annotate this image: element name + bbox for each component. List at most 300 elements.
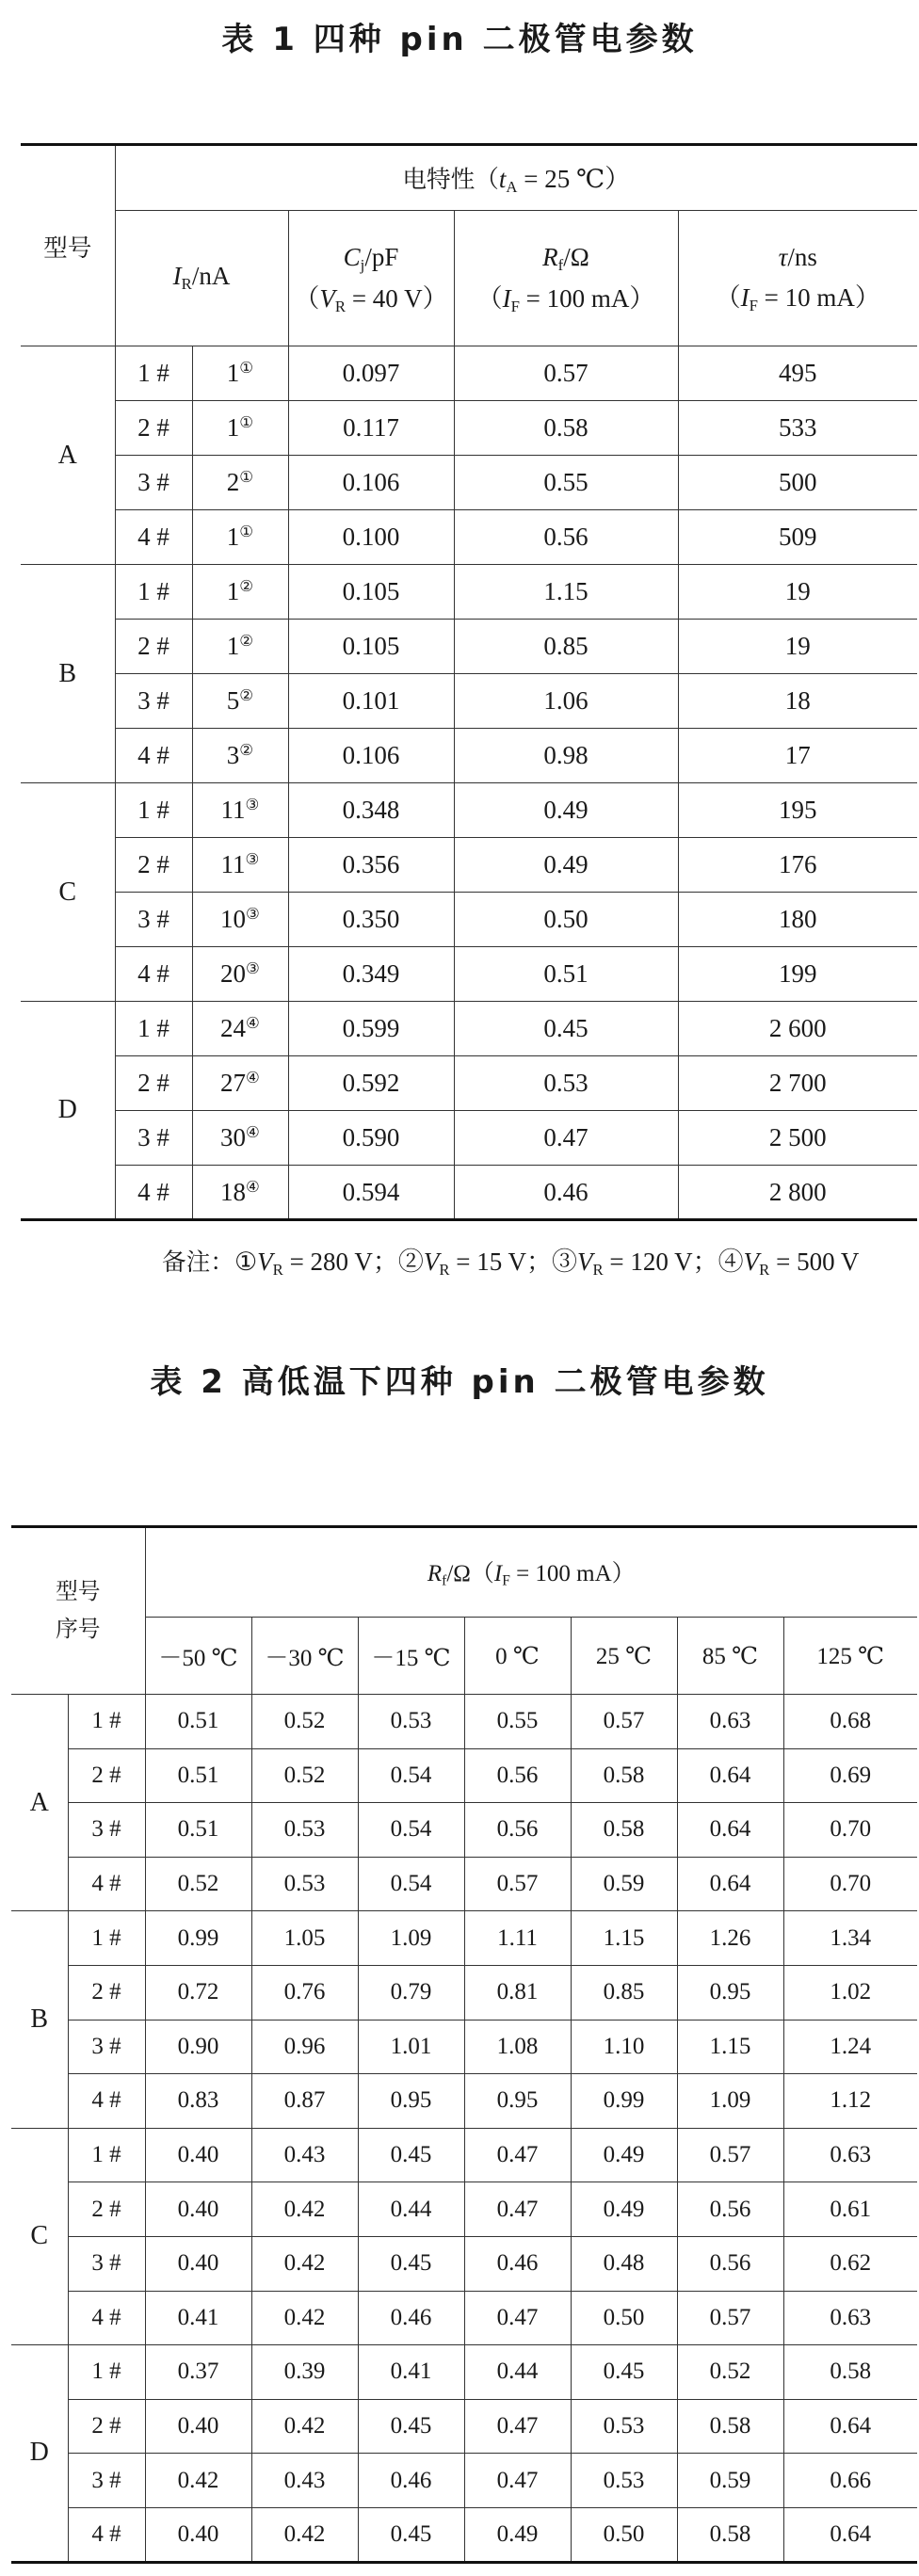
serial-number: 1 # xyxy=(115,1002,192,1056)
tau-value: 17 xyxy=(678,729,917,783)
rf-value: 0.51 xyxy=(145,1748,251,1803)
ir-footnote-mark: ① xyxy=(239,523,254,541)
ir-number: 1 xyxy=(226,359,240,388)
rf-value: 0.95 xyxy=(677,1965,783,2020)
tau-value: 509 xyxy=(678,510,917,565)
cj-value: 0.350 xyxy=(288,893,454,947)
rf-value: 0.53 xyxy=(358,1695,464,1749)
rf-value: 0.58 xyxy=(783,2345,917,2400)
rf-value: 0.49 xyxy=(464,2507,571,2562)
rf-value: 1.12 xyxy=(783,2074,917,2129)
serial-number: 1 # xyxy=(68,1911,145,1966)
table1-note: 备注：$①V_R = 280$ V；$②V_R = 15$ V；$③V_R = 120$ V；$④V_R = 500$ V xyxy=(162,1248,860,1280)
rf-value: 0.46 xyxy=(464,2236,571,2291)
ir-number: 2 xyxy=(226,468,240,497)
table-row xyxy=(11,2345,917,2400)
ir-footnote-mark: ④ xyxy=(245,1123,260,1142)
table-row xyxy=(21,1166,917,1220)
rf-value: 0.64 xyxy=(783,2399,917,2454)
rf-value: 0.56 xyxy=(454,510,678,565)
rf-value: 0.42 xyxy=(251,2182,358,2237)
rf-value: 0.53 xyxy=(251,1857,358,1911)
rf-value: 1.08 xyxy=(464,2020,571,2074)
ir-footnote-mark: ② xyxy=(239,686,254,705)
serial-number: 1 # xyxy=(115,565,192,620)
ir-number: 1 xyxy=(226,632,240,661)
rf-value: 0.58 xyxy=(571,1803,677,1858)
rf-value: 0.46 xyxy=(454,1166,678,1220)
serial-number: 1 # xyxy=(68,2345,145,2400)
rf-value: 0.45 xyxy=(358,2128,464,2182)
ir-number: 5 xyxy=(226,686,240,716)
ir-number: 1 xyxy=(226,523,240,552)
table-row xyxy=(11,1803,917,1858)
tau-value: 195 xyxy=(678,783,917,838)
serial-number: 4 # xyxy=(68,2507,145,2562)
table-row xyxy=(21,565,917,620)
cj-value: 0.097 xyxy=(288,346,454,401)
serial-number: 2 # xyxy=(115,838,192,893)
rf-value: 0.50 xyxy=(571,2291,677,2345)
rf-value: 0.45 xyxy=(571,2345,677,2400)
t2-header-temp: 85 ℃ xyxy=(677,1618,783,1695)
rf-value: 0.41 xyxy=(358,2345,464,2400)
tau-value: 2 800 xyxy=(678,1166,917,1220)
rf-value: 0.51 xyxy=(454,947,678,1002)
table-row xyxy=(11,1857,917,1911)
ir-footnote-mark: ① xyxy=(239,413,254,432)
rf-value: 0.57 xyxy=(454,346,678,401)
tau-value: 500 xyxy=(678,456,917,510)
t2-header-group: $R_f/\Omega(I_F = 100$ mA） xyxy=(145,1527,917,1618)
ir-value xyxy=(192,1056,288,1111)
model-label: A xyxy=(11,1695,68,1911)
serial-number: 3 # xyxy=(115,674,192,729)
rf-value: 0.53 xyxy=(251,1803,358,1858)
serial-number: 2 # xyxy=(68,2182,145,2237)
rf-value: 0.99 xyxy=(145,1911,251,1966)
rf-value: 0.54 xyxy=(358,1803,464,1858)
ir-value xyxy=(192,1111,288,1166)
serial-number: 2 # xyxy=(115,1056,192,1111)
ir-value xyxy=(192,893,288,947)
table-row xyxy=(11,2454,917,2508)
tau-value: 180 xyxy=(678,893,917,947)
rf-value: 0.64 xyxy=(677,1748,783,1803)
model-label: D xyxy=(21,1002,115,1220)
tau-value: 19 xyxy=(678,565,917,620)
rf-value: 0.40 xyxy=(145,2399,251,2454)
ir-footnote-mark: ④ xyxy=(245,1069,260,1087)
rf-value: 0.42 xyxy=(251,2291,358,2345)
ir-footnote-mark: ③ xyxy=(245,905,260,924)
rf-value: 0.50 xyxy=(571,2507,677,2562)
t1-header-cj: $C_j/pF$ （$V_R = 40$ V） xyxy=(288,211,454,346)
rf-value: 0.85 xyxy=(571,1965,677,2020)
serial-number: 4 # xyxy=(115,1166,192,1220)
rf-value: 0.56 xyxy=(464,1748,571,1803)
rf-value: 0.46 xyxy=(358,2291,464,2345)
rf-value: 0.53 xyxy=(571,2454,677,2508)
table-row xyxy=(21,401,917,456)
table-row xyxy=(21,729,917,783)
tau-value: 495 xyxy=(678,346,917,401)
rf-value: 0.48 xyxy=(571,2236,677,2291)
ir-number: 27 xyxy=(219,1069,246,1098)
ir-footnote-mark: ② xyxy=(239,741,254,760)
table-row xyxy=(21,1056,917,1111)
ir-value xyxy=(192,947,288,1002)
rf-value: 1.15 xyxy=(571,1911,677,1966)
ir-number: 1 xyxy=(226,413,240,443)
rf-value: 0.41 xyxy=(145,2291,251,2345)
t1-header-ir: $I_R/nA$ xyxy=(115,211,288,346)
rf-value: 0.98 xyxy=(454,729,678,783)
t1-header-tau: τ/ns （$I_F = 10$ mA） xyxy=(678,211,917,346)
serial-number: 4 # xyxy=(68,1857,145,1911)
ir-number: 3 xyxy=(226,741,240,770)
rf-value: 0.59 xyxy=(571,1857,677,1911)
ir-value xyxy=(192,401,288,456)
model-label: C xyxy=(21,783,115,1002)
rf-value: 0.95 xyxy=(358,2074,464,2129)
rf-value: 0.69 xyxy=(783,1748,917,1803)
rf-value: 0.70 xyxy=(783,1857,917,1911)
rf-value: 0.43 xyxy=(251,2128,358,2182)
table-row xyxy=(11,1748,917,1803)
rf-value: 0.57 xyxy=(464,1857,571,1911)
rf-value: 0.51 xyxy=(145,1695,251,1749)
tau-value: 533 xyxy=(678,401,917,456)
serial-number: 3 # xyxy=(115,893,192,947)
rf-value: 0.63 xyxy=(783,2291,917,2345)
cj-value: 0.349 xyxy=(288,947,454,1002)
cj-value: 0.594 xyxy=(288,1166,454,1220)
tau-value: 199 xyxy=(678,947,917,1002)
rf-value: 0.58 xyxy=(677,2507,783,2562)
rf-value: 0.53 xyxy=(454,1056,678,1111)
ir-footnote-mark: ③ xyxy=(245,959,260,978)
tau-value: 2 600 xyxy=(678,1002,917,1056)
note-item-4: $④V_R = 500$ V xyxy=(717,1248,860,1280)
t2-header-temp: 125 ℃ xyxy=(783,1618,917,1695)
rf-value: 0.56 xyxy=(677,2236,783,2291)
rf-value: 0.58 xyxy=(571,1748,677,1803)
t1-header-group: 电特性（$t_A = 25$ ℃） xyxy=(115,145,917,211)
rf-value: 1.10 xyxy=(571,2020,677,2074)
rf-value: 0.47 xyxy=(454,1111,678,1166)
table1 xyxy=(21,143,917,1221)
rf-value: 0.40 xyxy=(145,2507,251,2562)
ir-footnote-mark: ④ xyxy=(245,1014,260,1033)
rf-value: 0.42 xyxy=(251,2399,358,2454)
ir-number: 11 xyxy=(220,796,246,825)
table-row xyxy=(21,456,917,510)
model-label: C xyxy=(11,2128,68,2344)
rf-value: 1.09 xyxy=(358,1911,464,1966)
rf-value: 0.47 xyxy=(464,2454,571,2508)
ir-number: 20 xyxy=(219,959,246,989)
rf-value: 1.24 xyxy=(783,2020,917,2074)
rf-value: 0.49 xyxy=(454,783,678,838)
cj-value: 0.117 xyxy=(288,401,454,456)
rf-value: 0.57 xyxy=(677,2128,783,2182)
rf-value: 0.49 xyxy=(454,838,678,893)
tau-value: 176 xyxy=(678,838,917,893)
table-row xyxy=(21,893,917,947)
rf-value: 1.34 xyxy=(783,1911,917,1966)
rf-value: 0.47 xyxy=(464,2399,571,2454)
rf-value: 0.39 xyxy=(251,2345,358,2400)
ir-value xyxy=(192,783,288,838)
ir-value xyxy=(192,838,288,893)
rf-value: 0.54 xyxy=(358,1857,464,1911)
rf-value: 0.95 xyxy=(464,2074,571,2129)
table-row xyxy=(21,620,917,674)
serial-number: 3 # xyxy=(68,2454,145,2508)
table-row xyxy=(11,2399,917,2454)
table-row xyxy=(21,1002,917,1056)
table-row xyxy=(21,346,917,401)
serial-number: 1 # xyxy=(115,346,192,401)
rf-value: 0.57 xyxy=(677,2291,783,2345)
t2-header-temp: －50 ℃ xyxy=(145,1618,251,1695)
t2-header-model: 型号 序号 xyxy=(11,1527,145,1695)
rf-value: 0.81 xyxy=(464,1965,571,2020)
serial-number: 4 # xyxy=(68,2291,145,2345)
rf-value: 0.45 xyxy=(454,1002,678,1056)
rf-value: 0.68 xyxy=(783,1695,917,1749)
ir-footnote-mark: ③ xyxy=(245,796,260,814)
serial-number: 2 # xyxy=(115,620,192,674)
table2 xyxy=(11,1525,917,2564)
rf-value: 0.57 xyxy=(571,1695,677,1749)
t2-header-temp: －30 ℃ xyxy=(251,1618,358,1695)
tau-value: 2 500 xyxy=(678,1111,917,1166)
rf-value: 0.52 xyxy=(677,2345,783,2400)
rf-value: 0.42 xyxy=(145,2454,251,2508)
rf-value: 0.47 xyxy=(464,2291,571,2345)
model-label: B xyxy=(21,565,115,783)
rf-value: 0.52 xyxy=(251,1695,358,1749)
rf-value: 0.63 xyxy=(783,2128,917,2182)
table-row xyxy=(21,1111,917,1166)
cj-value: 0.100 xyxy=(288,510,454,565)
model-label: D xyxy=(11,2345,68,2562)
table1-title: 表 1 四种 pin 二极管电参数 xyxy=(221,21,698,58)
rf-value: 0.64 xyxy=(677,1803,783,1858)
cj-value: 0.101 xyxy=(288,674,454,729)
table-row xyxy=(11,1911,917,1966)
table-row xyxy=(11,2507,917,2562)
t1-header-rf: $R_f/\Omega$ （$I_F = 100$ mA） xyxy=(454,211,678,346)
cj-value: 0.105 xyxy=(288,620,454,674)
rf-value: 0.87 xyxy=(251,2074,358,2129)
serial-number: 1 # xyxy=(115,783,192,838)
rf-value: 0.64 xyxy=(677,1857,783,1911)
ir-value xyxy=(192,346,288,401)
cj-value: 0.106 xyxy=(288,729,454,783)
rf-value: 0.42 xyxy=(251,2236,358,2291)
rf-value: 0.40 xyxy=(145,2182,251,2237)
table-row xyxy=(11,2020,917,2074)
ir-value xyxy=(192,510,288,565)
rf-value: 0.72 xyxy=(145,1965,251,2020)
serial-number: 2 # xyxy=(68,2399,145,2454)
table-row xyxy=(21,510,917,565)
ir-value xyxy=(192,1002,288,1056)
rf-value: 0.45 xyxy=(358,2507,464,2562)
ir-footnote-mark: ④ xyxy=(245,1177,260,1196)
ir-footnote-mark: ③ xyxy=(245,850,260,869)
model-label: A xyxy=(21,346,115,565)
rf-value: 0.46 xyxy=(358,2454,464,2508)
note-item-2: $②V_R = 15$ V； xyxy=(397,1248,552,1280)
serial-number: 4 # xyxy=(115,510,192,565)
ir-number: 30 xyxy=(219,1123,246,1152)
rf-value: 0.55 xyxy=(454,456,678,510)
serial-number: 3 # xyxy=(68,2236,145,2291)
serial-number: 3 # xyxy=(115,1111,192,1166)
rf-value: 1.06 xyxy=(454,674,678,729)
rf-value: 0.96 xyxy=(251,2020,358,2074)
rf-value: 0.40 xyxy=(145,2236,251,2291)
cj-value: 0.106 xyxy=(288,456,454,510)
rf-value: 0.58 xyxy=(454,401,678,456)
rf-value: 0.49 xyxy=(571,2182,677,2237)
serial-number: 3 # xyxy=(115,456,192,510)
ir-footnote-mark: ② xyxy=(239,632,254,651)
table-row xyxy=(11,2074,917,2129)
ir-footnote-mark: ① xyxy=(239,359,254,378)
rf-value: 0.52 xyxy=(145,1857,251,1911)
ir-number: 18 xyxy=(219,1178,246,1207)
table-row xyxy=(21,947,917,1002)
t2-header-temp: 0 ℃ xyxy=(464,1618,571,1695)
tau-value: 18 xyxy=(678,674,917,729)
table-row xyxy=(11,2182,917,2237)
ir-value xyxy=(192,674,288,729)
cj-value: 0.590 xyxy=(288,1111,454,1166)
rf-value: 0.54 xyxy=(358,1748,464,1803)
rf-value: 0.56 xyxy=(464,1803,571,1858)
ir-number: 1 xyxy=(226,577,240,606)
rf-value: 0.66 xyxy=(783,2454,917,2508)
serial-number: 1 # xyxy=(68,1695,145,1749)
table-row xyxy=(11,1965,917,2020)
cj-value: 0.356 xyxy=(288,838,454,893)
serial-number: 2 # xyxy=(68,1748,145,1803)
rf-value: 0.64 xyxy=(783,2507,917,2562)
rf-value: 1.26 xyxy=(677,1911,783,1966)
cj-value: 0.105 xyxy=(288,565,454,620)
t2-header-temp: 25 ℃ xyxy=(571,1618,677,1695)
rf-value: 0.47 xyxy=(464,2182,571,2237)
rf-value: 0.43 xyxy=(251,2454,358,2508)
rf-value: 1.02 xyxy=(783,1965,917,2020)
tau-value: 2 700 xyxy=(678,1056,917,1111)
rf-value: 1.11 xyxy=(464,1911,571,1966)
serial-number: 1 # xyxy=(68,2128,145,2182)
rf-value: 0.90 xyxy=(145,2020,251,2074)
rf-value: 0.55 xyxy=(464,1695,571,1749)
ir-number: 11 xyxy=(220,850,246,879)
rf-value: 0.99 xyxy=(571,2074,677,2129)
ir-number: 24 xyxy=(219,1014,246,1043)
rf-value: 0.56 xyxy=(677,2182,783,2237)
rf-value: 0.70 xyxy=(783,1803,917,1858)
rf-value: 0.85 xyxy=(454,620,678,674)
serial-number: 2 # xyxy=(68,1965,145,2020)
rf-value: 0.45 xyxy=(358,2399,464,2454)
rf-value: 0.50 xyxy=(454,893,678,947)
note-item-1: $①V_R = 280$ V； xyxy=(234,1248,398,1280)
rf-value: 0.47 xyxy=(464,2128,571,2182)
rf-value: 0.63 xyxy=(677,1695,783,1749)
rf-value: 0.79 xyxy=(358,1965,464,2020)
rf-value: 1.01 xyxy=(358,2020,464,2074)
rf-value: 1.05 xyxy=(251,1911,358,1966)
rf-value: 0.40 xyxy=(145,2128,251,2182)
serial-number: 4 # xyxy=(68,2074,145,2129)
serial-number: 2 # xyxy=(115,401,192,456)
rf-value: 0.49 xyxy=(571,2128,677,2182)
rf-value: 1.15 xyxy=(454,565,678,620)
ir-value xyxy=(192,729,288,783)
table-row xyxy=(11,2236,917,2291)
serial-number: 4 # xyxy=(115,729,192,783)
table-row xyxy=(21,838,917,893)
ir-number: 10 xyxy=(219,905,246,934)
note-item-3: $③V_R = 120$ V； xyxy=(552,1248,718,1280)
rf-value: 0.76 xyxy=(251,1965,358,2020)
rf-value: 0.83 xyxy=(145,2074,251,2129)
rf-value: 0.59 xyxy=(677,2454,783,2508)
rf-value: 1.09 xyxy=(677,2074,783,2129)
table2-title: 表 2 高低温下四种 pin 二极管电参数 xyxy=(150,1363,769,1401)
ir-value xyxy=(192,456,288,510)
rf-value: 0.52 xyxy=(251,1748,358,1803)
rf-value: 0.51 xyxy=(145,1803,251,1858)
serial-number: 3 # xyxy=(68,1803,145,1858)
serial-number: 4 # xyxy=(115,947,192,1002)
rf-value: 0.61 xyxy=(783,2182,917,2237)
rf-value: 0.44 xyxy=(464,2345,571,2400)
table-row xyxy=(21,674,917,729)
cj-value: 0.348 xyxy=(288,783,454,838)
ir-footnote-mark: ② xyxy=(239,577,254,596)
ir-value xyxy=(192,1166,288,1220)
rf-value: 1.15 xyxy=(677,2020,783,2074)
rf-value: 0.53 xyxy=(571,2399,677,2454)
tau-value: 19 xyxy=(678,620,917,674)
t1-header-model: 型号 xyxy=(21,145,115,346)
model-label: B xyxy=(11,1911,68,2128)
rf-value: 0.58 xyxy=(677,2399,783,2454)
rf-value: 0.42 xyxy=(251,2507,358,2562)
rf-value: 0.62 xyxy=(783,2236,917,2291)
table-row xyxy=(11,2291,917,2345)
serial-number: 3 # xyxy=(68,2020,145,2074)
table-row xyxy=(21,783,917,838)
ir-value xyxy=(192,565,288,620)
cj-value: 0.592 xyxy=(288,1056,454,1111)
rf-value: 0.45 xyxy=(358,2236,464,2291)
t2-header-temp: －15 ℃ xyxy=(358,1618,464,1695)
table-row xyxy=(11,1695,917,1749)
ir-footnote-mark: ① xyxy=(239,468,254,487)
ir-value xyxy=(192,620,288,674)
